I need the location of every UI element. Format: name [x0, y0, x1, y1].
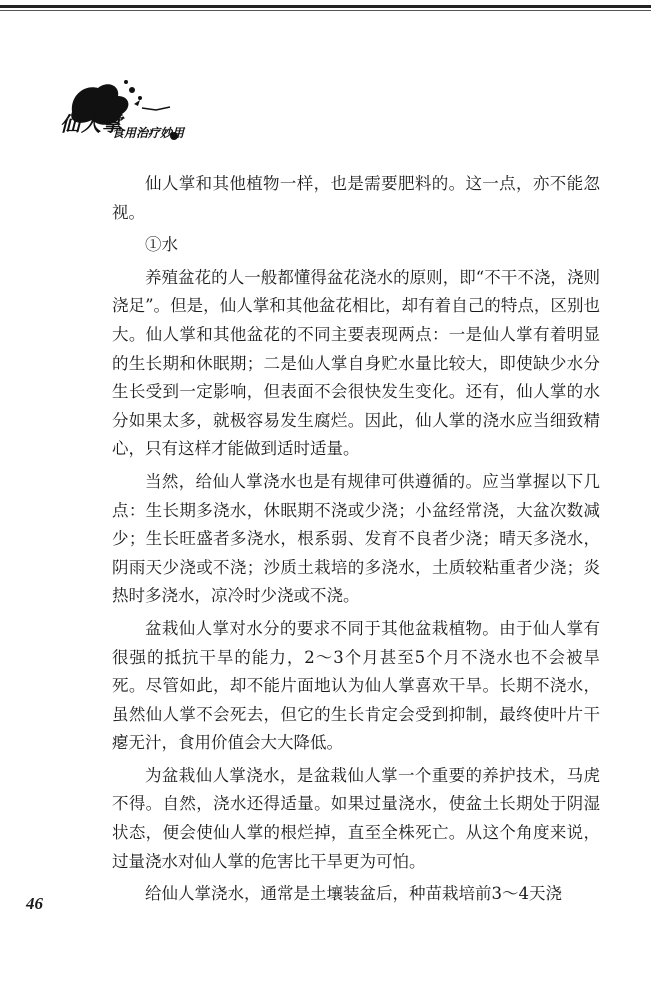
section-heading-water: ①水 [145, 235, 178, 255]
paragraph: 养殖盆花的人一般都懂得盆花浇水的原则，即“不干不浇，浇则浇足”。但是，仙人掌和其他盆花相比，却有着自己的特点，区别也大。仙人掌和其他盆花的不同主要表现两点：一是仙人掌有着明显的生长期和休眠期；二是仙人掌自身贮水量比较大，即使缺少水分生长受到一定影响，但表面不会很快发生变化。还有，仙人掌的水分如果太多，就极容易发生腐烂。因此，仙人掌的浇水应当细致精心，只有这样才能做到适时适量。 [112, 267, 600, 459]
top-border-rule-thin [0, 10, 651, 11]
paragraph: 给仙人掌浇水，通常是土壤装盆后，种苗栽培前3～4天浇 [145, 884, 562, 904]
paragraph: 为盆栽仙人掌浇水，是盆栽仙人掌一个重要的养护技术，马虎不得。自然，浇水还得适量。如果过量浇水，使盆土长期处于阴湿状态，便会使仙人掌的根烂掉，直至全株死亡。从这个角度来说，过量浇水对仙人掌的危害比干旱更为可怕。 [112, 765, 600, 871]
paragraph: 当然，给仙人掌浇水也是有规律可供遵循的。应当掌握以下几点：生长期多浇水，休眠期不浇或少浇；小盆经常浇，大盆次数减少；生长旺盛者多浇水，根系弱、发育不良者少浇；晴天多浇水，阴雨天少浇或不浇；沙质土栽培的多浇水，土质较粘重者少浇；炎热时多浇水，凉冷时少浇或不浇。 [112, 471, 600, 606]
paragraph: 盆栽仙人掌对水分的要求不同于其他盆栽植物。由于仙人掌有很强的抵抗干旱的能力，2～3个月甚至5个月不浇水也不会被旱死。尽管如此，却不能片面地认为仙人掌喜欢干旱。长期不浇水，虽然仙人掌不会死去，但它的生长肯定会受到抑制，最终使叶片干瘪无汁，食用价值会大大降低。 [112, 618, 600, 753]
paragraph-intro: 仙人掌和其他植物一样，也是需要肥料的。这一点，亦不能忽视。 [112, 174, 600, 222]
page-number: 46 [26, 894, 43, 913]
header-subtitle: 食用治疗妙用 [112, 126, 185, 140]
top-border-rule [0, 5, 651, 8]
body-text [112, 170, 600, 913]
header-title: 仙人掌 [60, 112, 123, 136]
running-header [52, 74, 252, 154]
